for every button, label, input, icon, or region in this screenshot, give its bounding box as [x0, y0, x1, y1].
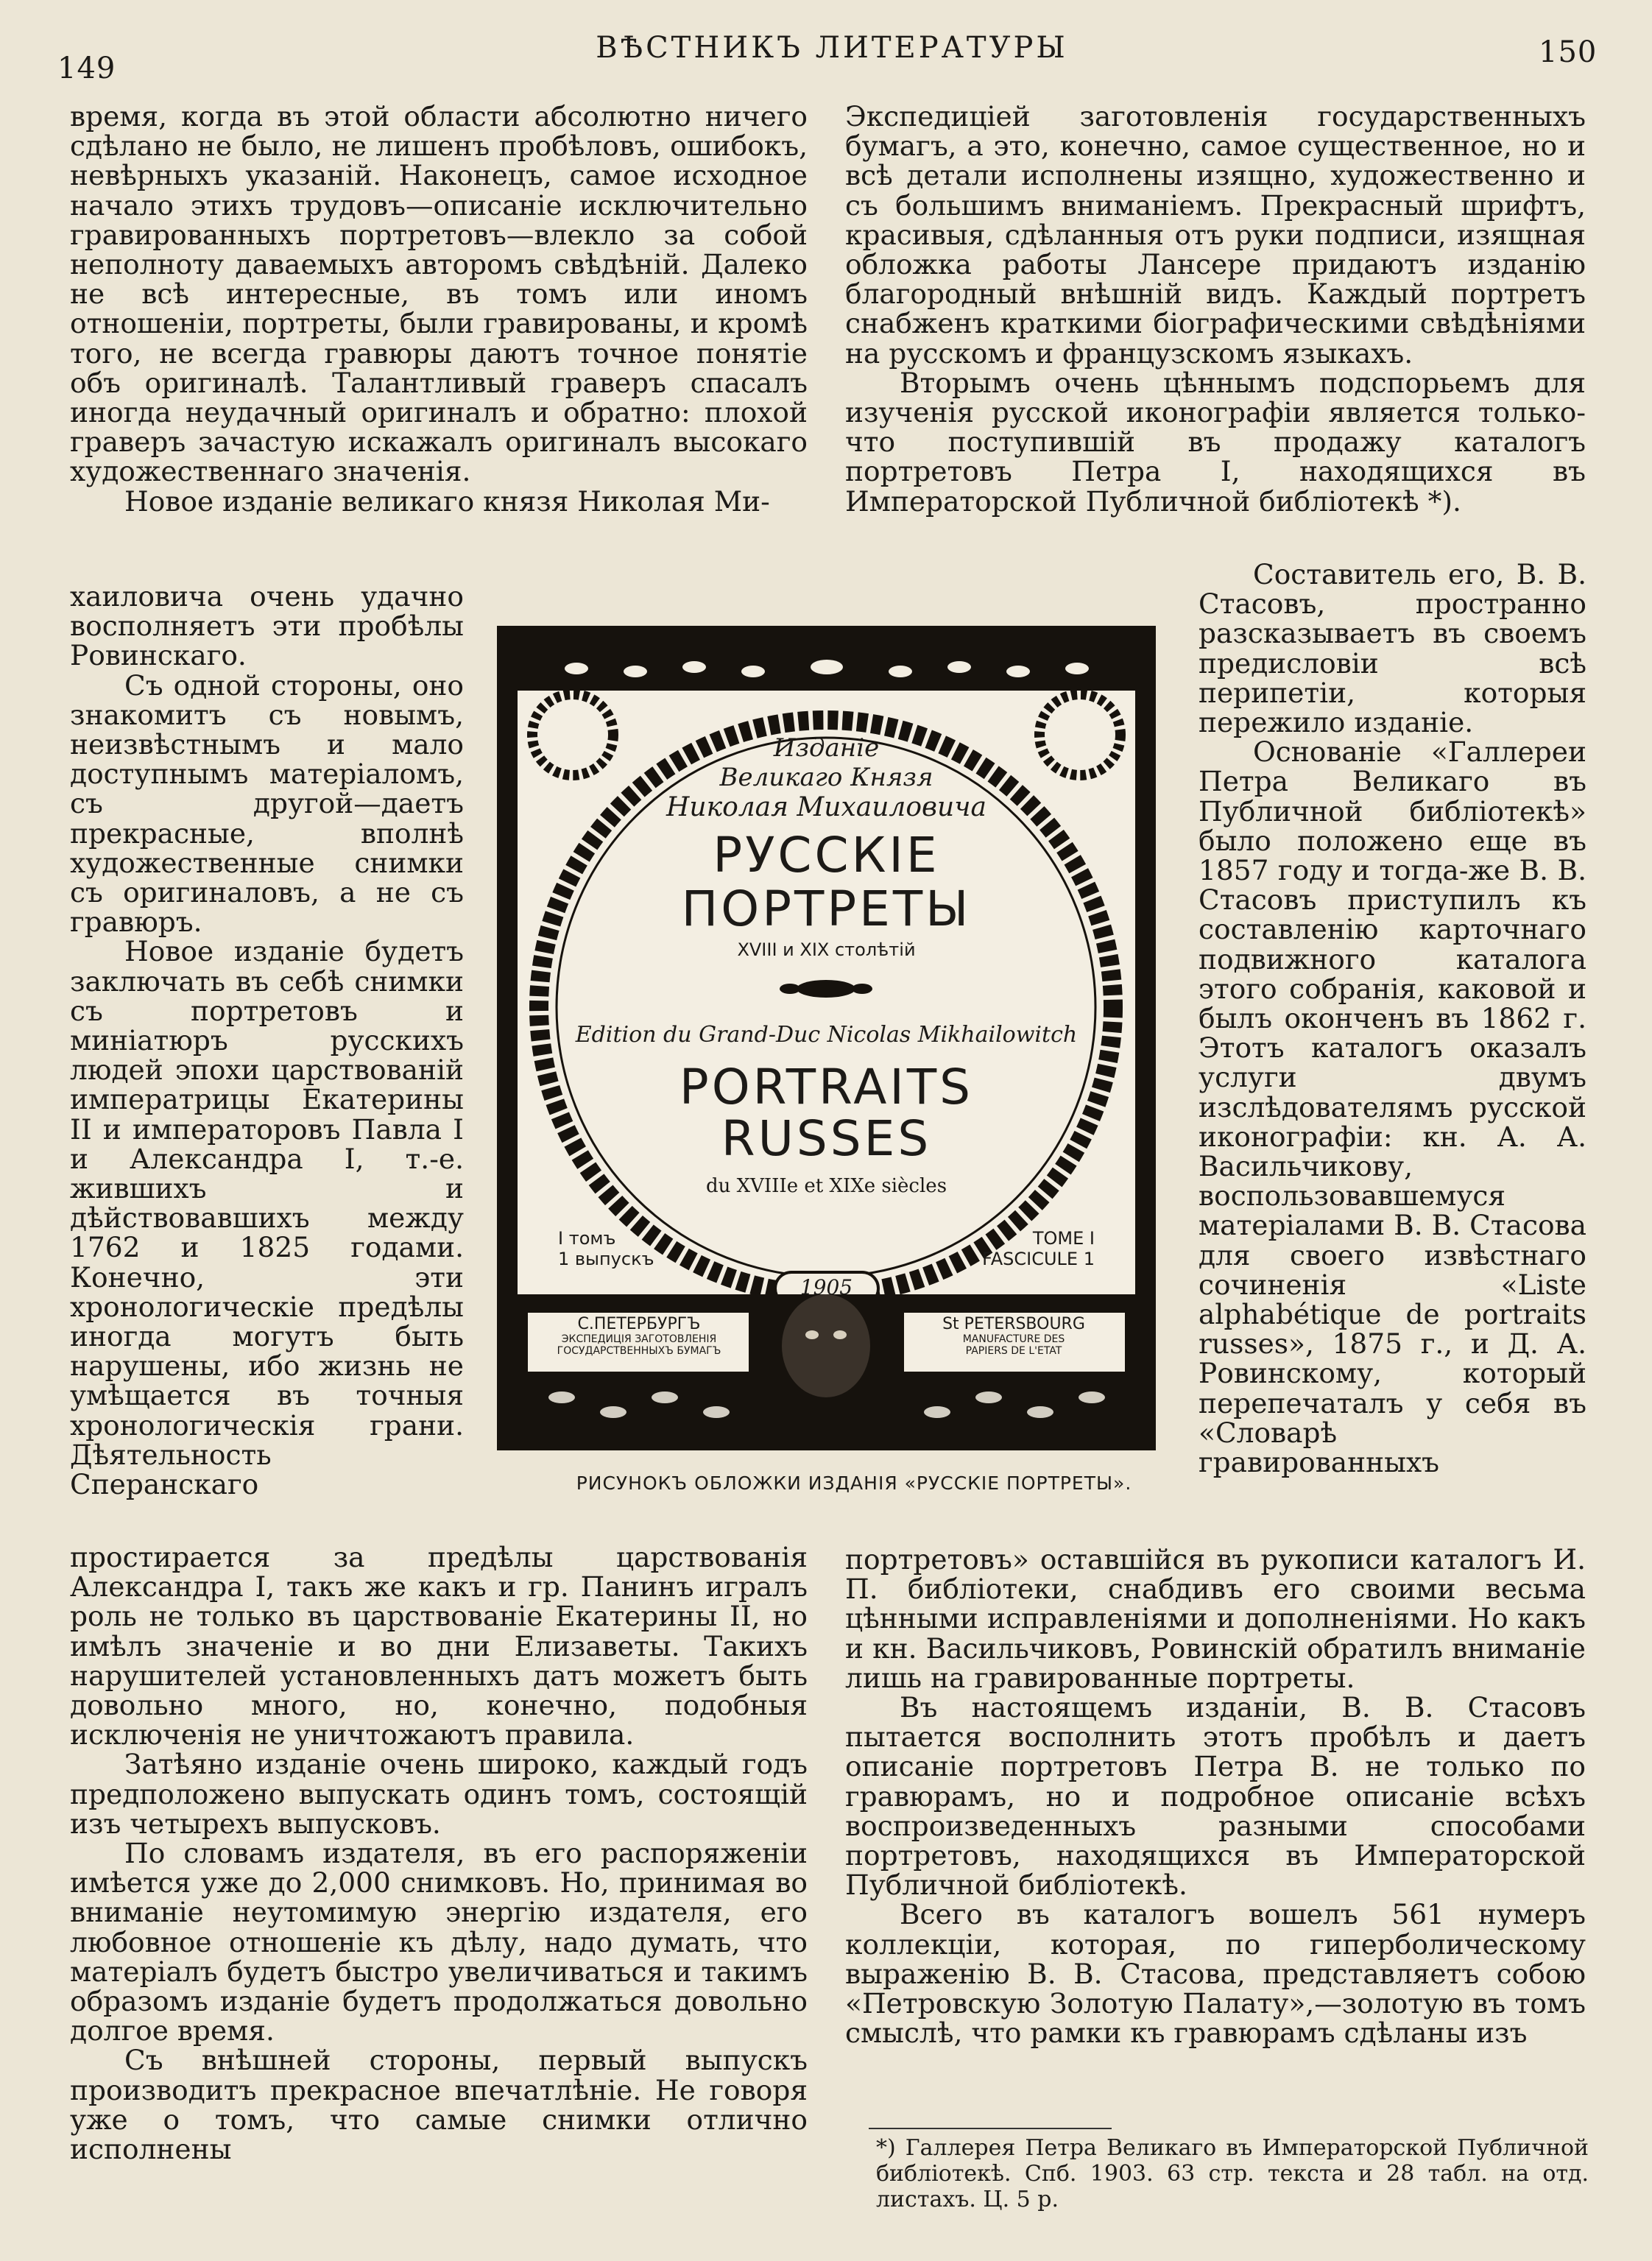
paragraph: хаиловича очень удачно восполняетъ эти пробѣлы Ровинскаго. — [70, 580, 464, 672]
paragraph: Съ внѣшней стороны, первый выпускъ производитъ прекрасное впечатлѣніе. Не говоря уже о томъ, что самые снимки отлично исполнены — [70, 2044, 808, 2166]
running-title: ВѢСТНИКЪ ЛИТЕРАТУРЫ — [596, 31, 1068, 65]
left-column-top — [70, 102, 808, 516]
cover-title-ru-1: РУССКІЕ — [713, 827, 940, 883]
figure-caption: РИСУНОКЪ ОБЛОЖКИ ИЗДАНІЯ «РУССКІЕ ПОРТРЕТЫ». — [576, 1472, 1132, 1494]
cover-script-line-2: Великаго Князя — [719, 763, 933, 792]
paragraph: Въ настоящемъ изданіи, В. В. Стасовъ пытается восполнить этотъ пробѣлъ и даетъ описаніе портретовъ Петра В. не только по гравюрамъ, но и подробное описаніе всѣхъ воспроизведенныхъ разными способами портретовъ, находящихся въ Императорской Публичной библіотекѣ. — [845, 1691, 1586, 1902]
right-column-bottom — [845, 1543, 1586, 2050]
cover-illustration — [497, 626, 1156, 1450]
page-number-left: 149 — [57, 52, 116, 85]
cover-volume-fr-1: TOME I — [1032, 1228, 1095, 1249]
paragraph: Съ одной стороны, оно знакомитъ съ новымъ, неизвѣстнымъ и мало доступнымъ матеріаломъ, съ другой—даетъ прекрасные, вполнѣ художественные снимки съ оригиналовъ, а не съ гравюръ. — [70, 669, 464, 939]
cover-volume-fr — [982, 1228, 1095, 1269]
footnote-rule — [869, 2128, 1112, 2129]
cover-title-ru-2: ПОРТРЕТЫ — [681, 881, 972, 937]
cover-publisher-ru-2: ЭКСПЕДИЦІЯ ЗАГОТОВЛЕНІЯ — [561, 1333, 717, 1345]
cover-volume-ru-2: 1 выпускъ — [558, 1249, 654, 1269]
paragraph: Экспедиціей заготовленія государственныхъ бумагъ, а это, конечно, самое существенное, но и всѣ детали исполнены изящно, художественно и съ большимъ вниманіемъ. Прекрасный шрифтъ, красивыя, сдѣланныя отъ руки подписи, изящная обложка работы Лансере придаютъ изданію благородный внѣшній видъ. Каждый портретъ снабженъ краткими біографическими свѣдѣніями на русскомъ и французскомъ языкахъ. — [845, 100, 1586, 370]
paragraph: Основаніе «Галлереи Петра Великаго въ Публичной библіотекѣ» было положено еще въ 1857 году и тогда-же В. В. Стасовъ приступилъ къ составленію карточнаго подвижного каталога этого собранія, каковой и былъ оконченъ въ 1862 г. Этотъ каталогъ оказалъ услуги двумъ изслѣдователямъ русской иконографіи: кн. А. А. Васильчикову, воспользовавшемуся матеріалами В. В. Стасова для своего извѣстнаго сочиненія «Liste alphabétique de portraits russes», 1875 г., и Д. А. Ровинскому, который перепечаталъ у себя въ «Словарѣ гравированныхъ — [1199, 736, 1586, 1479]
right-column-top — [845, 102, 1586, 516]
cover-script-line-3: Николая Михаиловича — [666, 792, 986, 822]
paragraph: простирается за предѣлы царствованія Александра I, такъ же какъ и гр. Панинъ игралъ роль не только въ царствованіе Екатерины II, но имѣлъ значеніе и во дни Елизаветы. Такихъ нарушителей установленныхъ датъ можетъ быть довольно много, но, конечно, подобныя исключенія не уничтожаютъ правила. — [70, 1541, 808, 1752]
cover-volume-ru-1: I томъ — [558, 1228, 616, 1249]
left-column-narrow — [70, 582, 464, 1499]
cover-title-fr-2: RUSSES — [721, 1110, 932, 1167]
paragraph: По словамъ издателя, въ его распоряженіи имѣется уже до 2,000 снимковъ. Но, принимая во вниманіе неутомимую энергію издателя, его любовное отношеніе къ дѣлу, надо думать, что матеріалъ будетъ быстро увеличиваться и такимъ образомъ изданіе будетъ продолжаться довольно долгое время. — [70, 1837, 808, 2047]
cover-century-fr: du XVIIIe et XIXe siècles — [705, 1175, 947, 1197]
cover-publisher-fr-1: St PETERSBOURG — [942, 1315, 1085, 1333]
cover-edition-fr: Edition du Grand-Duc Nicolas Mikhailowitch — [575, 1022, 1078, 1048]
paragraph: Всего въ каталогъ вошелъ 561 нумеръ коллекціи, которая, по гиперболическому выраженію В. В. Стасова, представляетъ собою «Петровскую Золотую Палату»,—золотую въ томъ смыслѣ, что рамки къ гравюрамъ сдѣланы изъ — [845, 1898, 1586, 2050]
cover-publisher-ru-3: ГОСУДАРСТВЕННЫХЪ БУМАГЪ — [557, 1345, 721, 1357]
cover-volume-fr-2: FASCICULE 1 — [982, 1249, 1095, 1269]
cover-publisher-ru — [534, 1315, 744, 1357]
paragraph-start: Новое изданіе великаго князя Николая Ми- — [124, 484, 770, 518]
paragraph: Вторымъ очень цѣннымъ подспорьемъ для изученія русской иконографіи является только-что поступившій въ продажу каталогъ портретовъ Петра I, находящихся въ Императорской Публичной библіотекѣ *). — [845, 366, 1586, 518]
cover-publisher-fr-2: MANUFACTURE DES — [962, 1333, 1065, 1345]
paragraph: портретовъ» оставшійся въ рукописи каталогъ И. П. библіотеки, снабдивъ его своими весьма цѣнными исправленіями и дополненіями. Но какъ и кн. Васильчиковъ, Ровинскій обратилъ вниманіе лишь на гравированные портреты. — [845, 1543, 1586, 1694]
footnote: *) Галлерея Петра Великаго въ Императорской Публичной библіотекѣ. Спб. 1903. 63 стр. текста и 28 табл. на отд. листахъ. Ц. 5 р. — [876, 2135, 1589, 2212]
small-ornament — [780, 980, 872, 998]
right-column-narrow — [1199, 560, 1586, 1477]
cover-year: 1905 — [799, 1275, 853, 1299]
cover-publisher-fr-3: PAPIERS DE L'ETAT — [965, 1345, 1062, 1357]
paragraph: Составитель его, В. В. Стасовъ, пространно разсказываетъ въ своемъ предисловіи всѣ перипетіи, которыя пережило изданіе. — [1199, 558, 1586, 739]
cover-publisher-fr — [908, 1315, 1119, 1357]
cover-title-fr-1: PORTRAITS — [679, 1059, 974, 1115]
cover-publisher-ru-1: С.ПЕТЕРБУРГЪ — [577, 1315, 701, 1333]
cover-inner — [518, 646, 1135, 1430]
mascaron — [782, 1294, 870, 1397]
page-number-right: 150 — [1539, 35, 1598, 69]
paragraph: Затѣяно изданіе очень широко, каждый годъ предположено выпускать одинъ томъ, состоящій изъ четырехъ выпусковъ. — [70, 1748, 808, 1840]
cover-script-line-1: Изданіе — [773, 733, 880, 763]
paragraph: Новое изданіе будетъ заключать въ себѣ снимки съ портретовъ и миніатюръ русскихъ людей эпохи царствованій императрицы Екатерины II и императоровъ Павла I и Александра I, т.-е. жившихъ и дѣйствовавшихъ между 1762 и 1825 годами. Конечно, эти хронологическіе предѣлы иногда могутъ быть нарушены, ибо жизнь не умѣщается въ точныя хронологическія грани. Дѣятельность Сперанскаго — [70, 935, 464, 1501]
cover-volume-ru — [558, 1228, 654, 1269]
cover-century-ru: XVIII и XIX столѣтій — [737, 939, 916, 960]
left-column-bottom — [70, 1542, 808, 2164]
paragraph: время, когда въ этой области абсолютно ничего сдѣлано не было, не лишенъ пробѣловъ, ошибокъ, невѣрныхъ указаній. Наконецъ, самое исходное начало этихъ трудовъ—описаніе исключительно гравированныхъ портретовъ—влекло за собой неполноту даваемыхъ авторомъ свѣдѣній. Далеко не всѣ интересные, въ томъ или иномъ отношеніи, портреты, были гравированы, и кромѣ того, не всегда гравюры даютъ точное понятіе объ оригиналѣ. Талантливый граверъ спасалъ иногда неудачный оригиналъ и обратно: плохой граверъ зачастую искажалъ оригиналъ высокаго художественнаго значенія. — [70, 100, 808, 488]
